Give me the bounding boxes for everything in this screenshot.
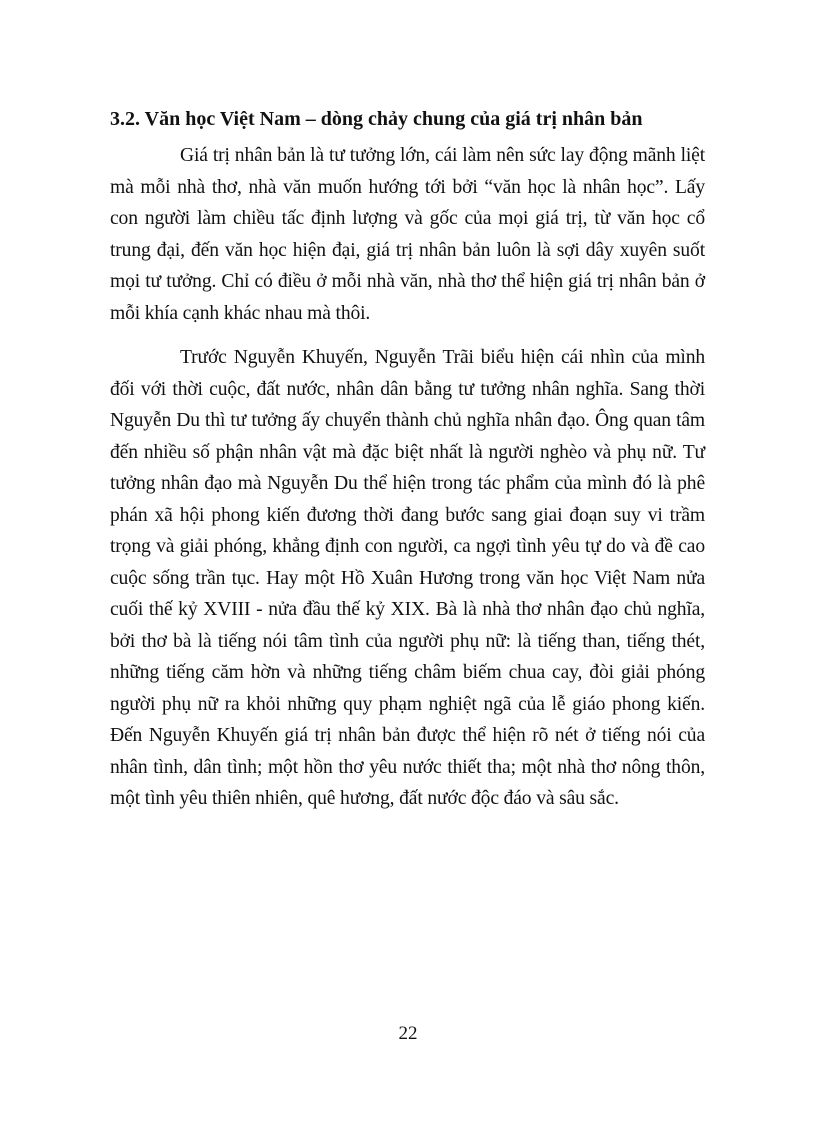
page-number: 22 [398, 1023, 418, 1044]
page-content [110, 104, 705, 828]
section-heading: 3.2. Văn học Việt Nam – dòng chảy chung của giá trị nhân bản [110, 108, 643, 130]
paragraph-authors: Trước Nguyễn Khuyến, Nguyễn Trãi biểu hiện cái nhìn của mình đối với thời cuộc, đất nước, nhân dân bằng tư tưởng nhân nghĩa. Sang thời Nguyễn Du thì tư tưởng ấy chuyển thành chủ nghĩa nhân đạo. Ông quan tâm đến nhiều số phận nhân vật mà đặc biệt nhất là người nghèo và phụ nữ. Tư tưởng nhân đạo mà Nguyễn Du thể hiện trong tác phẩm của mình đó là phê phán xã hội phong kiến đương thời đang bước sang giai đoạn suy vi trầm trọng và giải phóng, khẳng định con người, ca ngợi tình yêu tự do và đề cao cuộc sống trần tục. Hay một Hồ Xuân Hương trong văn học Việt Nam nửa cuối thế kỷ XVIII - nửa đầu thế kỷ XIX. Bà là nhà thơ nhân đạo chủ nghĩa, bởi thơ bà là tiếng nói tâm tình của người phụ nữ: là tiếng than, tiếng thét, những tiếng căm hờn và những tiếng châm biếm chua cay, đòi giải phóng người phụ nữ ra khỏi những quy phạm nghiệt ngã của lễ giáo phong kiến. Đến Nguyễn Khuyến giá trị nhân bản được thể hiện rõ nét ở tiếng nói của nhân tình, dân tình; một hồn thơ yêu nước thiết tha; một nhà thơ nông thôn, một tình yêu thiên nhiên, quê hương, đất nước độc đáo và sâu sắc. [110, 347, 705, 809]
paragraph-intro: Giá trị nhân bản là tư tưởng lớn, cái làm nên sức lay động mãnh liệt mà mỗi nhà thơ, nhà văn muốn hướng tới bởi “văn học là nhân học”. Lấy con người làm chiều tấc định lượng và gốc của mọi giá trị, từ văn học cổ trung đại, đến văn học hiện đại, giá trị nhân bản luôn là sợi dây xuyên suốt mọi tư tưởng. Chỉ có điều ở mỗi nhà văn, nhà thơ thể hiện giá trị nhân bản ở mỗi khía cạnh khác nhau mà thôi. [110, 145, 705, 324]
